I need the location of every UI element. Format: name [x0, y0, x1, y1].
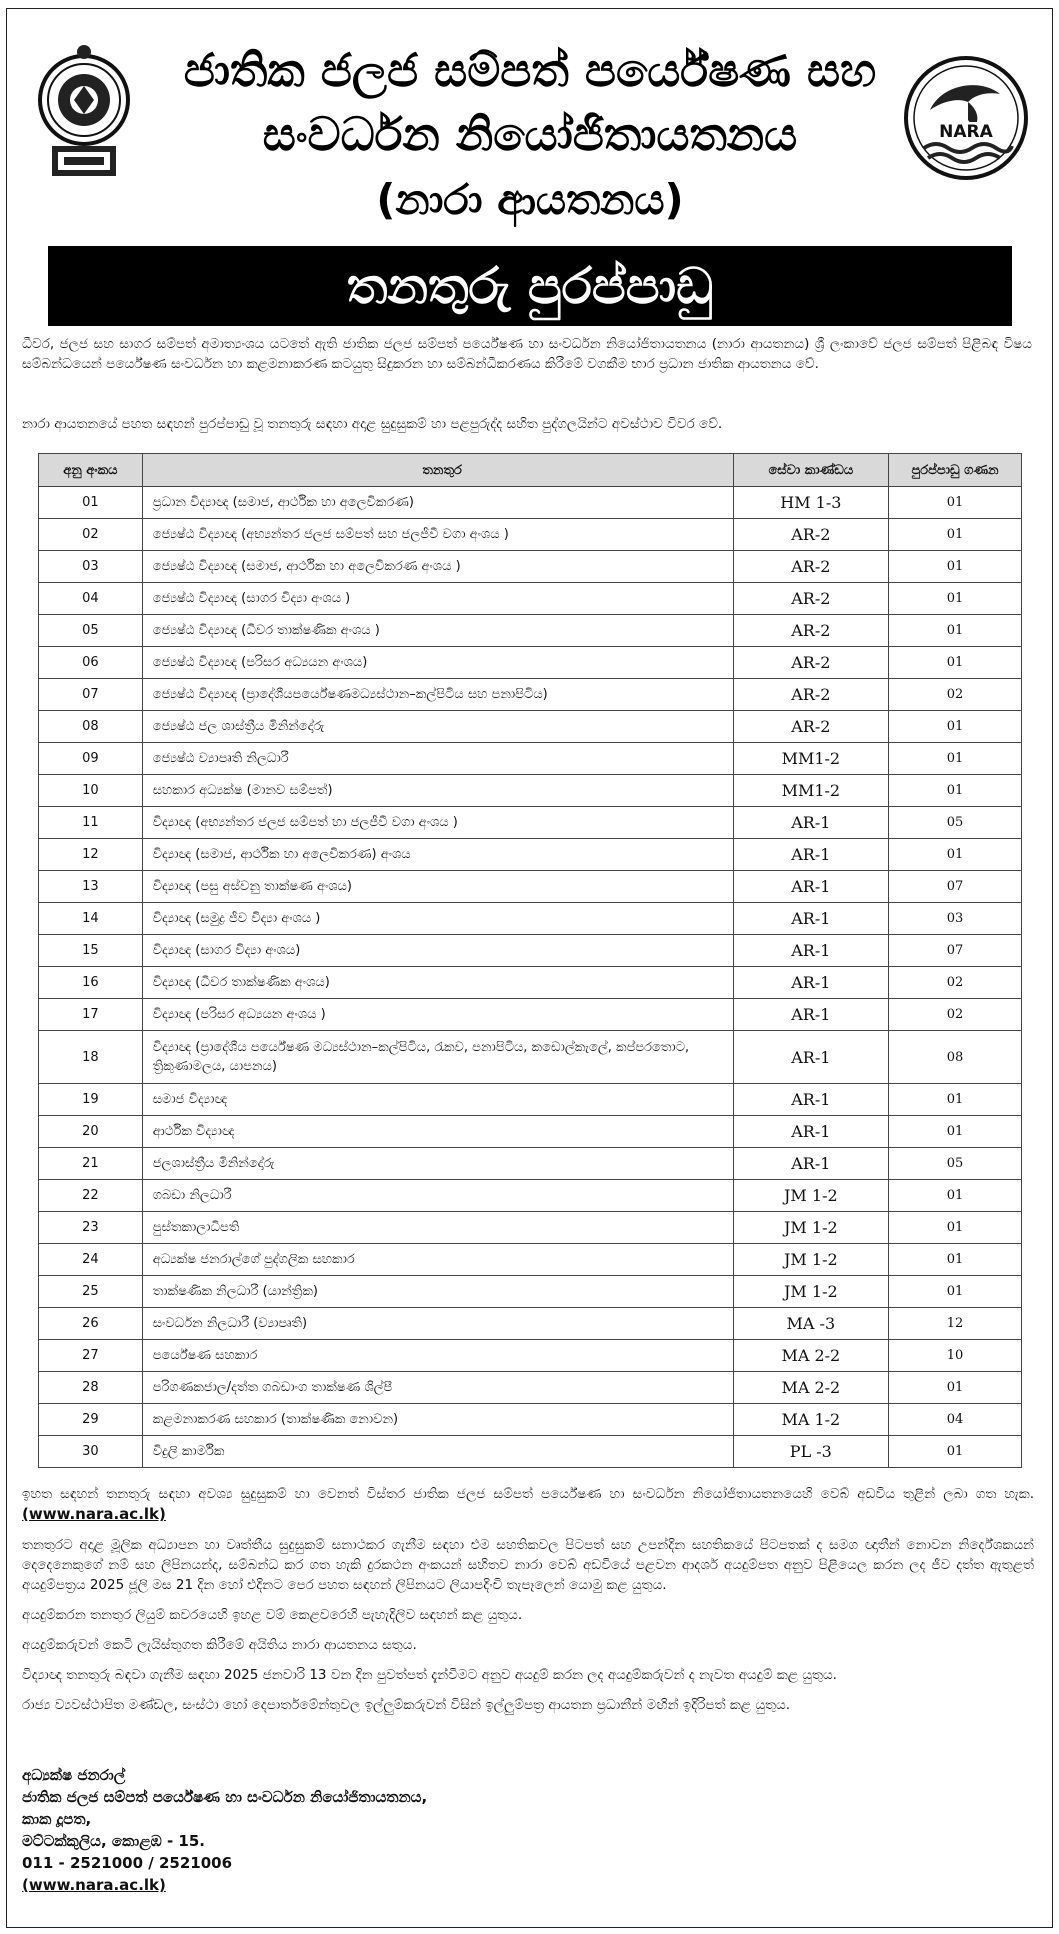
table-row	[39, 1180, 1022, 1212]
signature-website-link[interactable]: (www.nara.ac.lk)	[22, 1876, 166, 1894]
cell-vacancy-count: 02	[889, 967, 1022, 999]
cell-vacancy-count: 12	[889, 1308, 1022, 1340]
cell-post: විද්‍යාඥ (ප්‍රාදේශීය පර්යේෂණ මධ්‍යස්ථාන–කල්පිටිය, රැකව, පනාපිටිය, කඩොල්කැලේ, කප්පරතොට, ත්‍රිකුණාමලය, යාපනය)	[142, 1031, 733, 1084]
cell-serial-no: 15	[39, 935, 143, 967]
signature-address-2: මට්ටක්කුලිය, කොළඹ - 15.	[22, 1832, 205, 1850]
notes-section	[22, 1484, 1034, 1725]
table-row	[39, 615, 1022, 647]
cell-serial-no: 24	[39, 1244, 143, 1276]
cell-post: අධ්‍යක්ෂ ජනරාල්ගේ පුද්ගලික සහකාර	[142, 1244, 733, 1276]
header-post: තනතුර	[142, 454, 733, 487]
signature-organization: ජාතික ජලජ සම්පත් පර්යේෂණ හා සංවර්ධන නියෝජිතායතනය,	[22, 1788, 428, 1806]
table-row	[39, 1031, 1022, 1084]
cell-vacancy-count: 01	[889, 1372, 1022, 1404]
cell-vacancy-count: 01	[889, 711, 1022, 743]
cell-post: ජලශාස්ත්‍රීය මිනින්දෝරු	[142, 1148, 733, 1180]
cell-service-category: HM 1-3	[733, 487, 889, 519]
cell-vacancy-count: 01	[889, 1276, 1022, 1308]
cell-serial-no: 11	[39, 807, 143, 839]
cell-post: පරිගණකජාල/දත්ත ගබඩාංග තාක්ෂණ ශිල්පී	[142, 1372, 733, 1404]
cell-vacancy-count: 01	[889, 519, 1022, 551]
cell-serial-no: 12	[39, 839, 143, 871]
table-row	[39, 1372, 1022, 1404]
cell-service-category: MA 2-2	[733, 1340, 889, 1372]
org-title-line3: (නාරා ආයතනය)	[376, 175, 684, 224]
cell-vacancy-count: 01	[889, 839, 1022, 871]
cell-serial-no: 20	[39, 1116, 143, 1148]
cell-vacancy-count: 02	[889, 999, 1022, 1031]
table-body	[39, 487, 1022, 1468]
table-row	[39, 1116, 1022, 1148]
table-row	[39, 1148, 1022, 1180]
signature-title: අධ්‍යක්ෂ ජනරාල්	[22, 1766, 126, 1784]
cell-vacancy-count: 07	[889, 935, 1022, 967]
cell-post: ජ්‍යෙෂ්ඨ විද්‍යාඥ (පරිසර අධ්‍යයන අංශය)	[142, 647, 733, 679]
table-row	[39, 1340, 1022, 1372]
vacancies-table	[38, 453, 1022, 1468]
cell-service-category: AR-2	[733, 519, 889, 551]
cell-service-category: AR-1	[733, 807, 889, 839]
cell-vacancy-count: 01	[889, 647, 1022, 679]
table-row	[39, 1436, 1022, 1468]
cell-service-category: AR-1	[733, 903, 889, 935]
cell-service-category: AR-1	[733, 1084, 889, 1116]
cell-serial-no: 23	[39, 1212, 143, 1244]
cell-post: ජ්‍යෙෂ්ඨ විද්‍යාඥ (අභ්‍යන්තර ජලජ සම්පත් සහ ජලජීවී වගා අංශය )	[142, 519, 733, 551]
header-vacancy-count: පුරප්පාඩු ගණන	[889, 454, 1022, 487]
nara-website-link[interactable]: (www.nara.ac.lk)	[22, 1505, 166, 1523]
cell-post: විද්‍යාඥ (අභ්‍යන්තර ජලජ සම්පත් හා ජලජීවී වගා අංශය )	[142, 807, 733, 839]
cell-serial-no: 07	[39, 679, 143, 711]
table-row	[39, 1212, 1022, 1244]
cell-post: විද්‍යාඥ (සමුද්‍ර ජීව විද්‍යා අංශය )	[142, 903, 733, 935]
table-row	[39, 583, 1022, 615]
note-through-heads: රාජ්‍ය ව්‍යවස්ථාපිත මණ්ඩල, සංස්ථා හෝ දෙපාර්තමේන්තුවල ඉල්ලුම්කරුවන් විසින් ඉල්ලුම්පත්‍ර ආයතන ප්‍රධානීන් මඟින් ඉදිරිපත් කළ යුතුය.	[22, 1697, 791, 1713]
cell-serial-no: 18	[39, 1031, 143, 1084]
cell-service-category: AR-1	[733, 967, 889, 999]
note-qualifications	[22, 1484, 1034, 1525]
cell-service-category: JM 1-2	[733, 1212, 889, 1244]
cell-serial-no: 19	[39, 1084, 143, 1116]
cell-service-category: AR-1	[733, 935, 889, 967]
table-row	[39, 679, 1022, 711]
table-row	[39, 519, 1022, 551]
cell-service-category: AR-2	[733, 551, 889, 583]
cell-post: පුස්තකාලාධිපති	[142, 1212, 733, 1244]
cell-serial-no: 02	[39, 519, 143, 551]
cell-vacancy-count: 01	[889, 1244, 1022, 1276]
cell-vacancy-count: 01	[889, 583, 1022, 615]
table-row	[39, 743, 1022, 775]
cell-serial-no: 29	[39, 1404, 143, 1436]
cell-vacancy-count: 05	[889, 1148, 1022, 1180]
cell-post: ජ්‍යෙෂ්ඨ ව්‍යාපෘති නිලධාරී	[142, 743, 733, 775]
table-row	[39, 871, 1022, 903]
cell-post: විද්‍යාඥ (සමාජ, ආර්ථික හා අලෙවිකරණ) අංශය	[142, 839, 733, 871]
cell-post: විදුලි කාර්මික	[142, 1436, 733, 1468]
header-serial-no: අනු අංකය	[39, 454, 143, 487]
cell-post: ජ්‍යෙෂ්ඨ ජල ශාස්ත්‍රීය මිනින්දෝරු	[142, 711, 733, 743]
cell-service-category: JM 1-2	[733, 1244, 889, 1276]
cell-service-category: AR-1	[733, 999, 889, 1031]
cell-vacancy-count: 01	[889, 743, 1022, 775]
cell-vacancy-count: 01	[889, 487, 1022, 519]
cell-post: විද්‍යාඥ (පරිසර අධ්‍යයන අංශය )	[142, 999, 733, 1031]
cell-serial-no: 04	[39, 583, 143, 615]
cell-vacancy-count: 02	[889, 679, 1022, 711]
table-row	[39, 839, 1022, 871]
cell-serial-no: 03	[39, 551, 143, 583]
cell-vacancy-count: 01	[889, 551, 1022, 583]
org-title-line1: ජාතික ජලජ සම්පත් පර්යේෂණ සහ	[183, 43, 877, 97]
cell-vacancy-count: 08	[889, 1031, 1022, 1084]
intro-paragraph-2: නාරා ආයතනයේ පහත සඳහන් පුරප්පාඩු වූ තනතුරු සඳහා අදාළ සුදුසුකම් හා පළපුරුද්ද සහිත පුද්ගලයින්ට අවස්ථාව විවර වේ.	[22, 416, 723, 432]
cell-serial-no: 28	[39, 1372, 143, 1404]
nara-logo-text: NARA	[939, 122, 993, 142]
cell-vacancy-count: 03	[889, 903, 1022, 935]
sri-lanka-emblem-icon	[34, 38, 134, 188]
cell-service-category: MM1-2	[733, 743, 889, 775]
cell-serial-no: 17	[39, 999, 143, 1031]
cell-post: විද්‍යාඥ (පසු අස්වනු තාක්ෂණ අංශය)	[142, 871, 733, 903]
cell-service-category: AR-1	[733, 1116, 889, 1148]
cell-post: ජ්‍යෙෂ්ඨ විද්‍යාඥ (ධීවර තාක්ෂණික අංශය )	[142, 615, 733, 647]
cell-service-category: AR-2	[733, 679, 889, 711]
table-header-row	[39, 454, 1022, 487]
cell-service-category: AR-2	[733, 711, 889, 743]
note-shortlisting: අයදුම්කරුවන් කෙටි ලැයිස්තුගත කිරීමේ අයිතිය නාරා ආයතනය සතුය.	[22, 1637, 417, 1653]
cell-vacancy-count: 05	[889, 807, 1022, 839]
cell-vacancy-count: 07	[889, 871, 1022, 903]
cell-post: ගබඩා නිලධාරී	[142, 1180, 733, 1212]
cell-serial-no: 22	[39, 1180, 143, 1212]
signature-phone: 011 - 2521000 / 2521006	[22, 1854, 233, 1872]
cell-service-category: AR-2	[733, 583, 889, 615]
table-row	[39, 999, 1022, 1031]
header-service-category: සේවා කාණ්ඩය	[733, 454, 889, 487]
cell-post: ආර්ථික විද්‍යාඥ	[142, 1116, 733, 1148]
cell-post: සමාජ විද්‍යාඥ	[142, 1084, 733, 1116]
cell-post: තාක්ෂණික නිලධාරී (යාන්ත්‍රික)	[142, 1276, 733, 1308]
cell-post: කළමනාකරණ සහකාර (තාක්ෂණික නොවන)	[142, 1404, 733, 1436]
cell-service-category: AR-1	[733, 1031, 889, 1084]
table-row	[39, 1084, 1022, 1116]
cell-vacancy-count: 10	[889, 1340, 1022, 1372]
cell-serial-no: 09	[39, 743, 143, 775]
table-row	[39, 1276, 1022, 1308]
cell-service-category: JM 1-2	[733, 1180, 889, 1212]
cell-service-category: MA -3	[733, 1308, 889, 1340]
cell-service-category: AR-1	[733, 1148, 889, 1180]
table-row	[39, 1244, 1022, 1276]
nara-dolphin-logo-icon	[902, 54, 1030, 182]
note-reapply: විද්‍යාඥ තනතුරු බඳවා ගැනීම සඳහා 2025 ජනවාරි 13 වන දින පුවත්පත් දැන්වීමට අනුව අයදුම් කරන ලද අයදුම්කරුවන් ද නැවත අයදුම් කළ යුතුය.	[22, 1667, 837, 1683]
cell-vacancy-count: 01	[889, 1180, 1022, 1212]
table-row	[39, 775, 1022, 807]
table-row	[39, 935, 1022, 967]
table-row	[39, 967, 1022, 999]
cell-serial-no: 01	[39, 487, 143, 519]
cell-vacancy-count: 01	[889, 1212, 1022, 1244]
cell-serial-no: 21	[39, 1148, 143, 1180]
note-qualifications-text: ඉහත සඳහන් තනතුරු සඳහා අවශ්‍ය සුදුසුකම් හා වෙනත් විස්තර ජාතික ජලජ සම්පත් පර්යේෂණ හා සංවර්ධන නියෝජිතායතනයෙහි වෙබ් අඩවිය තුළින් ලබා ගත හැක.	[22, 1486, 1034, 1502]
note-envelope: අයදුම්කරන තනතුර ලියුම් කවරයෙහි ඉහළ වම් කෙළවරෙහි පැහැදිලිව සඳහන් කළ යුතුය.	[22, 1607, 523, 1623]
cell-post: ජ්‍යෙෂ්ඨ විද්‍යාඥ (ප්‍රාදේශීයපර්යේෂණමධ්‍යස්ථාන–කල්පිටිය සහ පනාපිටිය)	[142, 679, 733, 711]
cell-post: විද්‍යාඥ (සාගර විද්‍යා අංශය)	[142, 935, 733, 967]
cell-serial-no: 30	[39, 1436, 143, 1468]
cell-service-category: AR-2	[733, 647, 889, 679]
cell-post: ජ්‍යෙෂ්ඨ විද්‍යාඥ (සාගර විද්‍යා අංශය )	[142, 583, 733, 615]
table-row	[39, 807, 1022, 839]
cell-serial-no: 05	[39, 615, 143, 647]
cell-service-category: MM1-2	[733, 775, 889, 807]
table-row	[39, 551, 1022, 583]
table-row	[39, 1404, 1022, 1436]
cell-service-category: AR-1	[733, 839, 889, 871]
cell-service-category: JM 1-2	[733, 1276, 889, 1308]
cell-service-category: MA 1-2	[733, 1404, 889, 1436]
cell-service-category: MA 2-2	[733, 1372, 889, 1404]
cell-vacancy-count: 04	[889, 1404, 1022, 1436]
cell-serial-no: 26	[39, 1308, 143, 1340]
cell-serial-no: 27	[39, 1340, 143, 1372]
cell-serial-no: 14	[39, 903, 143, 935]
cell-post: පර්යේෂණ සහකාර	[142, 1340, 733, 1372]
cell-service-category: PL -3	[733, 1436, 889, 1468]
cell-post: සහකාර අධ්‍යක්ෂ (මානව සම්පත්)	[142, 775, 733, 807]
cell-vacancy-count: 01	[889, 1084, 1022, 1116]
table-row	[39, 487, 1022, 519]
cell-post: සංවර්ධන නිලධාරී (ව්‍යාපෘති)	[142, 1308, 733, 1340]
signature-address-1: කාක දූපත,	[22, 1810, 92, 1828]
cell-post: ජ්‍යෙෂ්ඨ විද්‍යාඥ (සමාජ, ආර්ථික හා අලෙවිකරණ අංශය )	[142, 551, 733, 583]
cell-vacancy-count: 01	[889, 775, 1022, 807]
cell-serial-no: 08	[39, 711, 143, 743]
cell-vacancy-count: 01	[889, 1116, 1022, 1148]
table-row	[39, 711, 1022, 743]
cell-post: විද්‍යාඥ (ධීවර තාක්ෂණික අංශය)	[142, 967, 733, 999]
table-row	[39, 647, 1022, 679]
cell-serial-no: 10	[39, 775, 143, 807]
note-application-instructions: තනතුරට අදාළ මූලික අධ්‍යාපන හා වෘත්තීය සුදුසුකම් සනාථකර ගැනීම සඳහා එම සහතිකවල පිටපත් සහ උපන්දින සහතිකයේ පිටපතක් ද සමග ඥාතීන් නොවන නිර්දේශකයන් දෙදෙනෙකුගේ නම් සහ ලිපිනයන්ද, සම්බන්ධ කර ගත හැකි දුරකථන අංකයන් සහිතව නාරා වෙබ් අඩවියේ පළවන ආදර්ශ අයදුම්පත අනුව පිළියෙල කරන ලද ජීව දත්ත ඇතුළත් අයදුම්පත්‍රය 2025 ජූලි මස 21 දින හෝ එදිනට පෙර පහත සඳහන් ලිපිනයට ලියාපදිංචි තැපෑලෙන් යොමු කළ යුතුය.	[22, 1537, 1034, 1593]
cell-serial-no: 13	[39, 871, 143, 903]
cell-serial-no: 06	[39, 647, 143, 679]
table-row	[39, 903, 1022, 935]
cell-serial-no: 25	[39, 1276, 143, 1308]
table-row	[39, 1308, 1022, 1340]
org-title-line2: සංවර්ධන නියෝජිතායතනය	[262, 107, 798, 161]
signature-block	[22, 1764, 427, 1896]
intro-paragraph: ධීවර, ජලජ සහ සාගර සම්පත් අමාත්‍යංශය යටතේ ඇති ජාතික ජලජ සම්පත් පර්යේෂණ හා සංවර්ධන නියෝජිතායතනය (නාරා ආයතනය) ශ්‍රී ලංකාවේ ජලජ සම්පත් පිළිබඳ විෂය සම්බන්ධයෙන් පර්යේෂණ සංවර්ධන හා කළමනාකරණ කටයුතු සිදුකරන හා සම්බන්ධීකරණය කිරීමේ වගකීම භාර ප්‍රධාන ජාතික ආයතනය වේ.	[22, 336, 1032, 372]
cell-post: ප්‍රධාන විද්‍යාඥ (සමාජ, ආර්ථික හා අලෙවිකරණ)	[142, 487, 733, 519]
cell-serial-no: 16	[39, 967, 143, 999]
cell-service-category: AR-1	[733, 871, 889, 903]
cell-service-category: AR-2	[733, 615, 889, 647]
vacancies-banner: තනතුරු පුරප්පාඩු	[48, 246, 1012, 326]
cell-vacancy-count: 01	[889, 1436, 1022, 1468]
cell-vacancy-count: 01	[889, 615, 1022, 647]
